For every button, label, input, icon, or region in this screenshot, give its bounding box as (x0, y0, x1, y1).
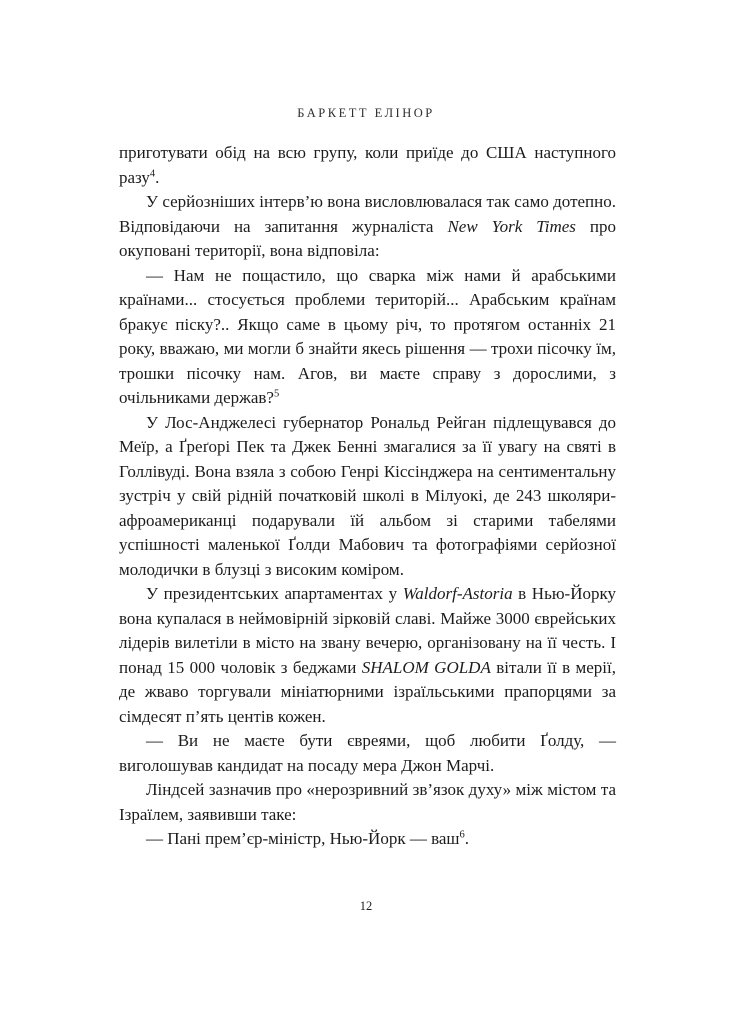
footnote-ref: 5 (273, 388, 280, 400)
text-run: — Нам не пощастило, що сварка між нами й арабськими країнами... стосується проблеми територій... Арабським країнам бракує піску?.. Якщо саме в цьому річ, то протягом останніх 21 року, вважаю, ми могли б знайти якесь рішення — трохи пісочку їм, трошки пісочку нам. Агов, ви маєте справу з дорослими, з очільниками держав? (119, 265, 616, 407)
text-run: . (464, 829, 470, 848)
text-run: про окуповані території, вона відповіла: (119, 216, 616, 260)
italic-text: SHALOM GOLDA (361, 657, 491, 677)
paragraph (119, 141, 616, 190)
paragraph (119, 582, 616, 729)
italic-text: Waldorf-Astoria (402, 584, 513, 603)
italic-text: New York Times (447, 216, 576, 236)
paragraph (119, 827, 616, 852)
text-run: У серйозніших інтерв’ю вона висловлювалася так само дотепно. Відповідаючи на запитання журналіста (119, 192, 616, 236)
text-run: — Пані прем’єр-міністр, Нью-Йорк — ваш (146, 829, 460, 848)
paragraph (119, 778, 616, 827)
paragraph (119, 729, 616, 778)
page-number: 12 (359, 899, 373, 913)
text-run: . (155, 167, 160, 187)
paragraph (119, 411, 616, 583)
page-body (119, 141, 616, 852)
footnote-ref: 6 (459, 829, 465, 841)
text-run: Ліндсей зазначив про «нерозривний зв’язок духу» між містом та Ізраїлем, заявивши таке: (119, 780, 616, 824)
text-run: приготувати обід на всю групу, коли приїде до США наступного разу (119, 143, 616, 187)
text-run: в Нью-Йорку вона купалася в неймовірній зірковій славі. Майже 3000 єврейських лідерів вилетіли в місто на звану вечерю, організовану на її честь. І понад 15 000 чоловік з беджами (119, 584, 616, 677)
text-run: вітали її в мерії, де жваво торгували мініатюрними ізраїльськими прапорцями за сімдесят п’ять центів кожен. (119, 657, 616, 726)
text-run: У Лос-Анджелесі губернатор Рональд Рейган підлещувався до Меїр, а Ґреґорі Пек та Джек Бенні змагалися за її увагу на святі в Голлівуді. Вона взяла з собою Генрі Кіссінджера на сентиментальну зустріч у свій рідній початковій школі в Мілуокі, де 243 школяри-афроамериканці подарували їй альбом зі старими табелями успішності маленької Ґолди Мабович та фотографіями серйозної молодички в блузці з високим коміром. (119, 412, 616, 579)
footnote-ref: 4 (149, 167, 156, 179)
text-run: — Ви не маєте бути євреями, щоб любити Ґолду, — виголошував кандидат на посаду мера Джон Марчі. (119, 731, 616, 775)
paragraph (119, 190, 616, 264)
text-run: У президентських апартаментах у (146, 584, 403, 603)
running-header: БАРКЕТТ ЕЛІНОР (297, 106, 435, 120)
paragraph (119, 264, 616, 411)
